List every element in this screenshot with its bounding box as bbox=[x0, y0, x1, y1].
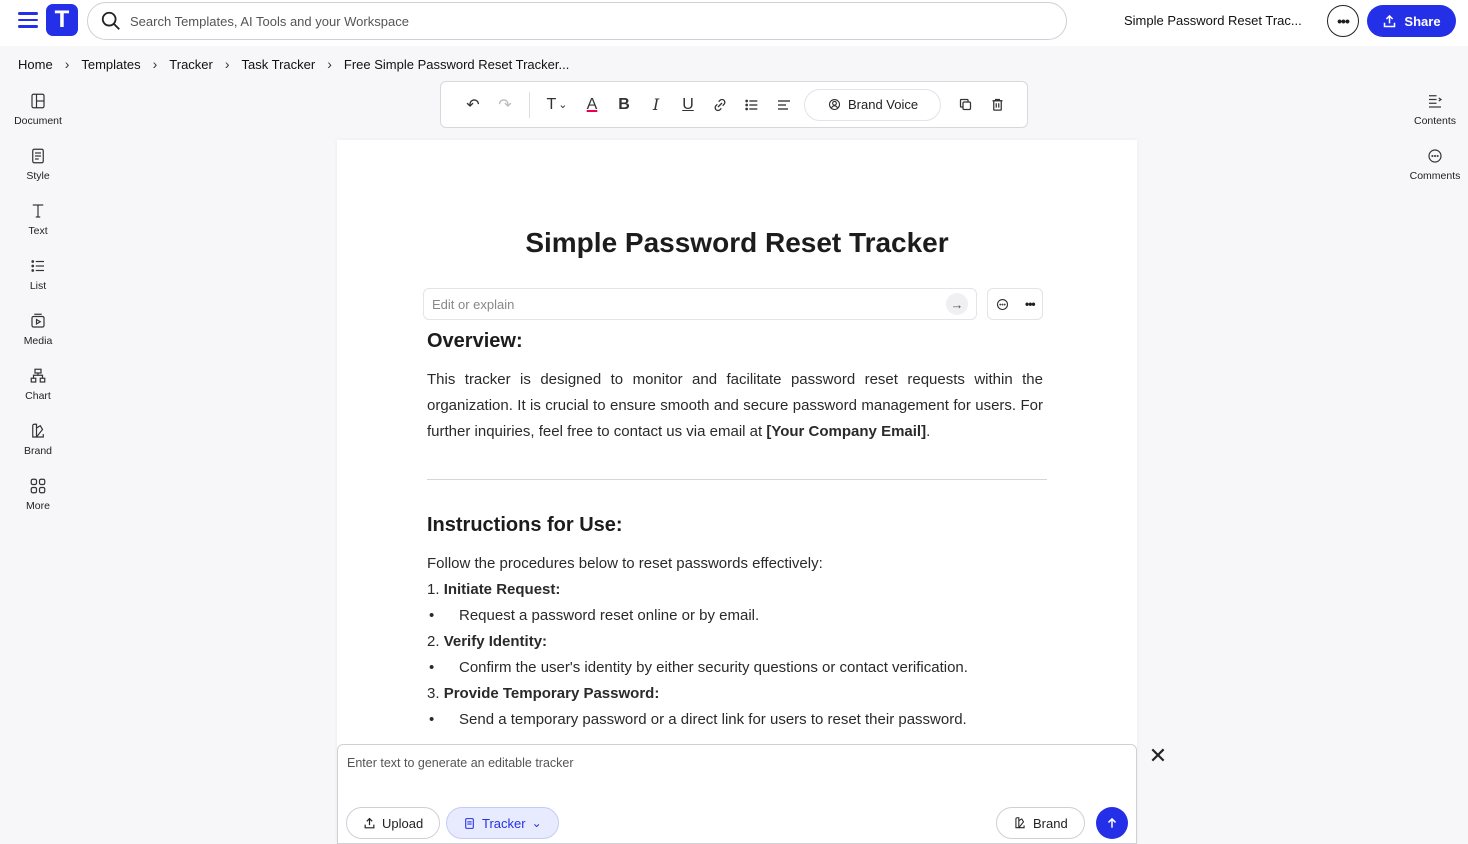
breadcrumb-current: Free Simple Password Reset Tracker... bbox=[343, 56, 570, 72]
chevron-right-icon: › bbox=[152, 56, 158, 72]
bold-icon[interactable]: B bbox=[618, 95, 630, 113]
breadcrumb bbox=[18, 56, 569, 72]
comment-icon[interactable] bbox=[995, 297, 1010, 312]
delete-icon[interactable] bbox=[981, 89, 1013, 121]
breadcrumb-home[interactable]: Home bbox=[18, 56, 53, 72]
formatting-toolbar bbox=[440, 81, 1028, 128]
undo-icon[interactable]: ↶ bbox=[466, 96, 480, 114]
document-type-icon bbox=[463, 817, 476, 830]
more-grid-icon bbox=[29, 477, 47, 495]
step-detail: Send a temporary password or a direct link for users to reset their password. bbox=[459, 711, 967, 728]
style-icon bbox=[29, 147, 47, 165]
step-title: Provide Temporary Password: bbox=[443, 685, 660, 702]
sidebar-item-style[interactable] bbox=[0, 141, 76, 196]
list-icon bbox=[29, 257, 47, 275]
chevron-right-icon: › bbox=[224, 56, 230, 72]
sidebar-item-brand[interactable] bbox=[0, 416, 76, 471]
breadcrumb-tracker[interactable]: Tracker bbox=[169, 56, 213, 72]
chevron-down-icon: ⌄ bbox=[531, 816, 542, 830]
sidebar-label: Brand bbox=[23, 445, 53, 457]
overview-end: . bbox=[926, 423, 931, 440]
sidebar-item-media[interactable] bbox=[0, 306, 76, 361]
step-title: Verify Identity: bbox=[443, 633, 548, 650]
document-body bbox=[427, 330, 1043, 733]
sidebar-item-document[interactable] bbox=[0, 86, 76, 141]
more-horizontal-icon[interactable]: ••• bbox=[1025, 297, 1035, 311]
list-item-bullet bbox=[427, 655, 1043, 681]
tracker-type-dropdown[interactable] bbox=[446, 807, 559, 839]
sidebar-item-comments[interactable] bbox=[1402, 141, 1468, 196]
chevron-right-icon: › bbox=[64, 56, 70, 72]
send-button[interactable] bbox=[1096, 807, 1128, 839]
overview-text: This tracker is designed to monitor and facilitate password reset requests within the organization. It is crucial to ensure smooth and secure password management for users. For further inquiries, feel free to contact us via email at bbox=[427, 371, 1043, 440]
share-label: Share bbox=[1404, 13, 1441, 29]
document-icon bbox=[29, 92, 47, 110]
sidebar-label: Style bbox=[26, 170, 50, 182]
align-left-icon[interactable] bbox=[768, 89, 800, 121]
company-email-placeholder: [Your Company Email] bbox=[766, 423, 927, 440]
left-sidebar bbox=[0, 86, 76, 526]
sidebar-item-contents[interactable] bbox=[1402, 86, 1468, 141]
sidebar-label: Text bbox=[28, 225, 48, 237]
step-title: Initiate Request: bbox=[443, 581, 561, 598]
sidebar-label: More bbox=[26, 500, 50, 512]
share-button[interactable] bbox=[1367, 5, 1456, 37]
upload-button[interactable] bbox=[346, 807, 440, 839]
chevron-right-icon: › bbox=[327, 56, 332, 72]
brand-button[interactable] bbox=[996, 807, 1085, 839]
sidebar-label: Media bbox=[23, 335, 53, 347]
duplicate-icon[interactable] bbox=[949, 89, 981, 121]
upload-label: Upload bbox=[382, 815, 424, 831]
instructions-intro: Follow the procedures below to reset passwords effectively: bbox=[427, 555, 823, 572]
arrow-up-icon bbox=[1105, 816, 1119, 830]
overview-heading[interactable]: Overview: bbox=[427, 330, 523, 352]
link-icon[interactable] bbox=[704, 89, 736, 121]
redo-icon[interactable]: ↷ bbox=[498, 96, 512, 114]
arrow-right-icon[interactable]: → bbox=[946, 293, 968, 315]
brand-label: Brand bbox=[1033, 815, 1068, 831]
brand-voice-button[interactable] bbox=[804, 89, 941, 121]
generate-prompt-panel bbox=[337, 744, 1137, 844]
step-number: 1. bbox=[427, 581, 440, 598]
sidebar-label: Contents bbox=[1413, 115, 1457, 127]
search-input[interactable] bbox=[87, 2, 1067, 40]
right-sidebar bbox=[1402, 86, 1468, 196]
upload-icon bbox=[363, 817, 376, 830]
brand-voice-icon bbox=[827, 97, 842, 112]
comments-icon bbox=[1426, 147, 1444, 165]
sidebar-item-text[interactable] bbox=[0, 196, 76, 251]
section-divider bbox=[427, 479, 1047, 480]
media-icon bbox=[29, 312, 47, 330]
app-logo[interactable]: T bbox=[46, 4, 78, 36]
underline-icon[interactable]: U bbox=[682, 95, 694, 113]
list-item bbox=[427, 681, 1043, 707]
breadcrumb-templates[interactable]: Templates bbox=[81, 56, 141, 72]
font-size-dropdown-icon[interactable]: T ⌄ bbox=[546, 95, 568, 113]
step-detail: Confirm the user's identity by either security questions or contact verification. bbox=[459, 659, 968, 676]
sidebar-item-more[interactable] bbox=[0, 471, 76, 526]
italic-icon[interactable]: I bbox=[652, 95, 660, 114]
instructions-list[interactable] bbox=[427, 551, 1043, 733]
brand-icon bbox=[1013, 816, 1027, 830]
document-canvas bbox=[337, 140, 1137, 844]
chart-icon bbox=[29, 367, 47, 385]
upload-share-icon bbox=[1382, 14, 1397, 29]
bulleted-list-icon[interactable] bbox=[736, 89, 768, 121]
brand-icon bbox=[29, 422, 47, 440]
prompt-input[interactable]: Enter text to generate an editable tracker bbox=[347, 756, 574, 770]
step-number: 3. bbox=[427, 685, 440, 702]
sidebar-label: Document bbox=[14, 115, 62, 127]
sidebar-label: Chart bbox=[25, 390, 51, 402]
search-icon bbox=[100, 10, 122, 32]
close-icon[interactable]: ✕ bbox=[1148, 743, 1168, 768]
block-actions bbox=[987, 288, 1043, 320]
sidebar-label: Comments bbox=[1409, 170, 1461, 182]
search-placeholder: Search Templates, AI Tools and your Workspace bbox=[130, 13, 409, 29]
step-detail: Request a password reset online or by email. bbox=[459, 607, 760, 624]
ai-input-placeholder: Edit or explain bbox=[432, 296, 515, 312]
edit-or-explain-input[interactable] bbox=[423, 288, 977, 320]
tracker-label: Tracker bbox=[482, 815, 526, 831]
text-icon bbox=[29, 202, 47, 220]
document-heading[interactable]: Simple Password Reset Tracker bbox=[525, 227, 949, 258]
step-number: 2. bbox=[427, 633, 440, 650]
sidebar-item-list[interactable] bbox=[0, 251, 76, 306]
sidebar-item-chart[interactable] bbox=[0, 361, 76, 416]
more-options-button[interactable]: ••• bbox=[1327, 5, 1359, 37]
list-item-bullet bbox=[427, 707, 1043, 733]
top-bar bbox=[0, 0, 1468, 46]
instructions-heading[interactable]: Instructions for Use: bbox=[427, 514, 623, 536]
document-title[interactable]: Simple Password Reset Trac... bbox=[1124, 13, 1302, 28]
overview-paragraph[interactable] bbox=[427, 367, 1043, 445]
list-item-bullet bbox=[427, 603, 1043, 629]
hamburger-menu-icon[interactable] bbox=[18, 12, 38, 30]
breadcrumb-task-tracker[interactable]: Task Tracker bbox=[241, 56, 316, 72]
text-color-icon[interactable]: A bbox=[586, 95, 598, 113]
toolbar-divider bbox=[529, 92, 530, 118]
list-item bbox=[427, 629, 1043, 655]
list-item bbox=[427, 577, 1043, 603]
sidebar-label: List bbox=[29, 280, 47, 292]
contents-icon bbox=[1426, 92, 1444, 110]
brand-voice-label: Brand Voice bbox=[848, 97, 919, 112]
